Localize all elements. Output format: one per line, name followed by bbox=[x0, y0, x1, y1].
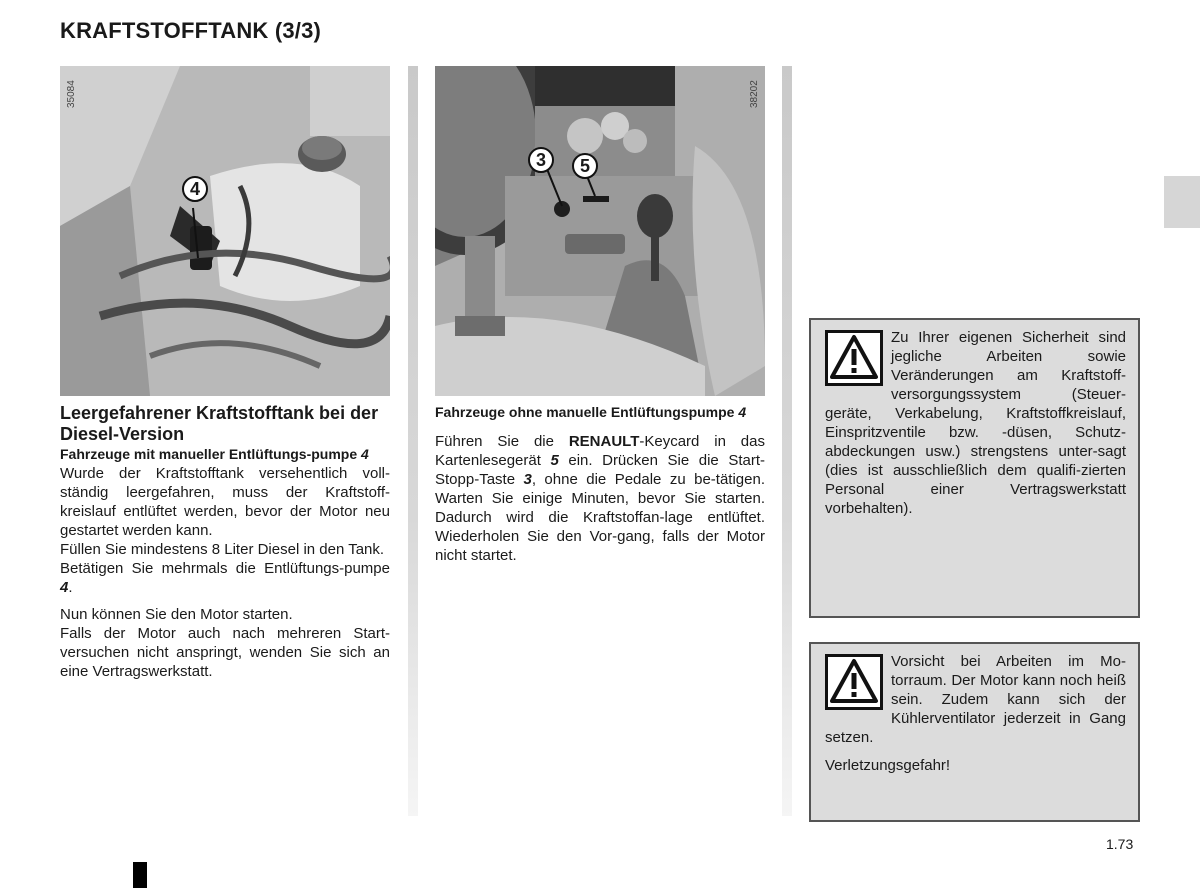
callout-3: 3 bbox=[528, 147, 554, 173]
cockpit-illustration bbox=[435, 66, 765, 396]
paragraph-keycard bbox=[435, 432, 765, 565]
warning-box-fuel-system bbox=[809, 318, 1140, 618]
page-title: KRAFTSTOFFTANK (3/3) bbox=[60, 18, 322, 43]
reference-4: 4 bbox=[60, 579, 69, 596]
warning-triangle-icon bbox=[825, 654, 883, 710]
paragraph-text: Betätigen Sie mehrmals die Entlüftungs-pumpe bbox=[60, 560, 390, 577]
callout-4: 4 bbox=[182, 176, 208, 202]
paragraph-workshop: Falls der Motor auch nach mehreren Start-versuchen nicht anspringt, wenden Sie sich an eine Vertragswerkstatt. bbox=[60, 625, 390, 680]
subheading-no-manual-pump bbox=[435, 403, 765, 422]
subheading-text: Fahrzeuge mit manueller Entlüftungs-pumpe bbox=[60, 446, 362, 462]
image-reference-code: 38202 bbox=[749, 80, 760, 108]
page-number: 1.73 bbox=[1106, 836, 1134, 852]
middle-column-text bbox=[435, 403, 765, 565]
cockpit-photo bbox=[435, 66, 765, 396]
left-column-text bbox=[60, 403, 390, 681]
column-divider-right bbox=[782, 66, 792, 816]
section-heading: Leergefahrener Kraftstofftank bei der Diesel-Version bbox=[60, 403, 379, 444]
paragraph-actuate-pump bbox=[60, 559, 390, 597]
brand-name: RENAULT bbox=[568, 433, 640, 450]
print-corner-mark bbox=[133, 862, 147, 888]
warning-triangle-icon bbox=[825, 330, 883, 386]
engine-bay-illustration bbox=[60, 66, 390, 396]
image-reference-code: 35084 bbox=[66, 80, 77, 108]
chapter-tab bbox=[1164, 176, 1200, 228]
reference-5: 5 bbox=[550, 452, 559, 469]
paragraph-text: , ohne die Pedale zu be-tätigen. Warten Sie einige Minuten, bevor Sie starten. Dadurch wird die Kraftstoffan-lage entlüftet. Wiederholen Sie den Vor-gang, falls der Motor nicht startet. bbox=[435, 471, 765, 564]
paragraph-text: Führen Sie die bbox=[435, 433, 569, 450]
paragraph-fill-diesel: Füllen Sie mindestens 8 Liter Diesel in den Tank. bbox=[60, 541, 385, 558]
warning-box-engine-compartment bbox=[809, 642, 1140, 822]
paragraph-end: . bbox=[68, 579, 73, 596]
subheading-manual-pump bbox=[60, 445, 390, 464]
paragraph-start-engine: Nun können Sie den Motor starten. bbox=[60, 606, 293, 623]
column-divider-left bbox=[408, 66, 418, 816]
reference-4: 4 bbox=[361, 446, 369, 462]
warning-text: Zu Ihrer eigenen Sicherheit sind jegliche Arbeiten sowie Veränderungen am Kraftstoff-versorgungssystem (Steuer-geräte, Verkabelung, Kraftstoffkreislauf, Einspritzventile bzw. -düsen, Schutz-abdeckungen usw.) strengstens unter-sagt (dies ist ausschließlich dem qualifi-zierten Personal einer Vertragswerkstatt vorbehalten). bbox=[825, 329, 1126, 517]
warning-text-injury: Verletzungsgefahr! bbox=[825, 757, 951, 774]
reference-4: 4 bbox=[738, 404, 747, 420]
warning-text: Vorsicht bei Arbeiten im Mo-torraum. Der Motor kann noch heiß sein. Zudem kann sich der Kühlerventilator jederzeit in Gang setzen. bbox=[825, 653, 1126, 746]
reference-3: 3 bbox=[523, 471, 532, 488]
paragraph-text: -Keycard in das Kartenlesegerät bbox=[435, 433, 765, 469]
subheading-text: Fahrzeuge ohne manuelle Entlüftungspumpe bbox=[435, 404, 739, 420]
callout-5: 5 bbox=[572, 153, 598, 179]
engine-bay-photo bbox=[60, 66, 390, 396]
paragraph-tank-empty: Wurde der Kraftstofftank versehentlich voll-ständig leergefahren, muss der Kraftstoff-kreislauf entlüftet werden, bevor der Motor neu gestartet werden kann. bbox=[60, 465, 390, 539]
paragraph-text: ein. Drücken Sie die Start-Stopp-Taste bbox=[435, 452, 765, 488]
